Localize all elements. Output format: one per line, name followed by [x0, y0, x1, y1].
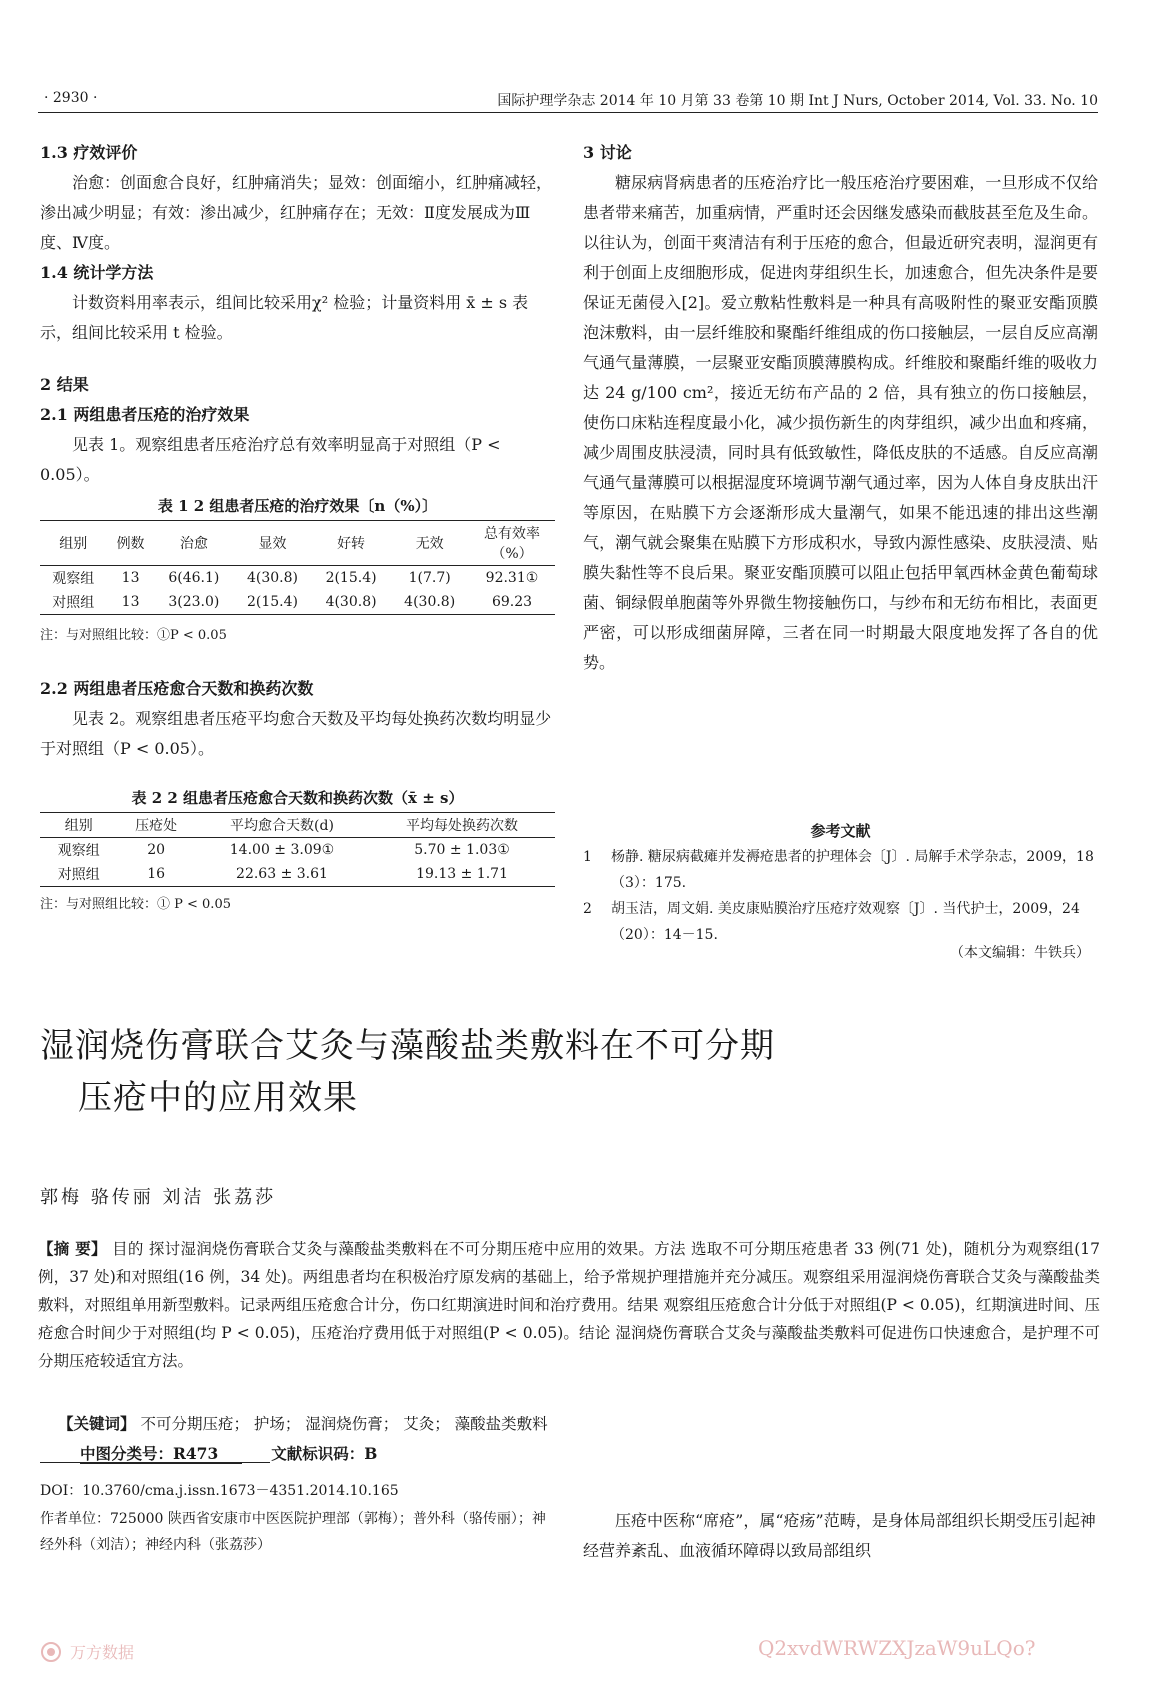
- table-cell: 对照组: [52, 595, 95, 611]
- author-affiliation: 作者单位：725000 陕西省安康市中医医院护理部（郭梅）；普外科（骆传丽）；神经外科（刘洁）；神经内科（张荔莎）: [40, 1511, 546, 1553]
- classification: [80, 1442, 377, 1464]
- table-row: [40, 862, 555, 887]
- table-cell: 6(46.1): [168, 570, 220, 586]
- section-3-title: 3 讨论: [583, 143, 632, 162]
- table-cell: 13: [121, 594, 140, 610]
- section-1-3-text: 治愈：创面愈合良好，红肿痛消失；显效：创面缩小，红肿痛减轻，渗出减少明显；有效：渗出减少，红肿痛存在；无效：Ⅱ度发展成为Ⅲ度、Ⅳ度。: [40, 173, 553, 252]
- table-row: [40, 838, 555, 863]
- section-2-1-text: 见表 1。观察组患者压疮治疗总有效率明显高于对照组（P < 0.05）。: [40, 435, 501, 484]
- abstract-text: 目的 探讨湿润烧伤膏联合艾灸与藻酸盐类敷料在不可分期压疮中应用的效果。方法 选取不可分期压疮患者 33 例(71 处)，随机分为观察组(17 例，37 处)和对照组(16 例，34 处)。两组患者均在积极治疗原发病的基础上，给予常规护理措施并充分减压。观察组采用湿润烧伤膏联合艾灸与藻酸盐类敷料，对照组单用新型敷料。记录两组压疮愈合计分，伤口红期演进时间和治疗费用。结果 观察组压疮愈合计分低于对照组(P < 0.05)，红期演进时间、压疮愈合时间少于对照组(均 P < 0.05)，压疮治疗费用低于对照组(P < 0.05)。结论 湿润烧伤膏联合艾灸与藻酸盐类敷料可促进伤口快速愈合，是护理不可分期压疮较适宜方法。: [38, 1240, 1100, 1370]
- table-2: [40, 812, 555, 887]
- article-title-line-1: 湿润烧伤膏联合艾灸与藻酸盐类敷料在不可分期: [40, 1026, 775, 1066]
- editor-note: （本文编辑：牛铁兵）: [950, 945, 1090, 961]
- reference-text: 胡玉洁，周文娟. 美皮康贴膜治疗压疮疗效观察〔J〕. 当代护士，2009，24（20）：14－15.: [611, 901, 1080, 943]
- footnote-rule: [40, 1462, 270, 1463]
- table-cell: 观察组: [57, 843, 100, 859]
- table-cell: 4(30.8): [246, 570, 298, 586]
- t1-col-total-rate: 总有效率（%）: [484, 526, 540, 562]
- section-2-1-title: 2.1 两组患者压疮的治疗效果: [40, 405, 250, 424]
- keywords-text: 不可分期压疮； 护场； 湿润烧伤膏； 艾灸； 藻酸盐类敷料: [140, 1415, 548, 1433]
- section-3-text: 糖尿病肾病患者的压疮治疗比一般压疮治疗要困难，一旦形成不仅给患者带来痛苦，加重病情，严重时还会因继发感染而截肢甚至危及生命。以往认为，创面干爽清洁有利于压疮的愈合，但最近研究表明，湿润更有利于创面上皮细胞形成，促进肉芽组织生长，加速愈合，但先决条件是要保证无菌侵入[2]。爱立敷粘性敷料是一种具有高吸附性的聚亚安酯顶膜泡沫敷料，由一层纤维胶和聚酯纤维组成的伤口接触层，一层自反应高潮气通气量薄膜，一层聚亚安酯顶膜薄膜构成。纤维胶和聚酯纤维的吸收力达 24 g/100 cm²，接近无纺布产品的 2 倍，具有独立的伤口接触层，使伤口床粘连程度最小化，减少损伤新生的肉芽组织，减少出血和疼痛，减少周围皮肤浸渍，同时具有低致敏性，降低皮肤的不适感。自反应高潮气通气量薄膜可以根据湿度环境调节潮气通过率，因为人体自身皮肤出汗等原因，在贴膜下方会逐渐形成大量潮气，如果不能迅速的排出这些潮气，潮气就会聚集在贴膜下方形成积水，导致内源性感染、皮肤浸渍、贴膜失黏性等不良后果。聚亚安酯顶膜可以阻止包括甲氧西林金黄色葡萄球菌、铜绿假单胞菌等外界微生物接触伤口，与纱布和无纺布相比，表面更严密，可以形成细菌屏障，三者在同一时期最大限度地发挥了各自的优势。: [583, 173, 1098, 672]
- table-cell: 4(30.8): [325, 594, 377, 610]
- section-2-2-text: 见表 2。观察组患者压疮平均愈合天数及平均每处换药次数均明显少于对照组（P < 0.05）。: [40, 709, 552, 758]
- reference-item: [583, 844, 1098, 896]
- section-1-3-title: 1.3 疗效评价: [40, 143, 138, 162]
- wanfang-watermark-text: 万方数据: [70, 1643, 135, 1662]
- section-1-4-title: 1.4 统计学方法: [40, 263, 154, 282]
- t1-col-count: 例数: [116, 536, 145, 552]
- t1-col-group: 组别: [59, 536, 88, 552]
- clc-number: 中图分类号：R473: [80, 1444, 242, 1464]
- document-code: 文献标识码：B: [271, 1444, 378, 1463]
- table-cell: 3(23.0): [168, 594, 220, 610]
- table-2-caption: 表 2 2 组患者压疮愈合天数和换药次数（x̄ ± s）: [131, 789, 464, 807]
- right-column: [583, 138, 1098, 678]
- table-cell: 2(15.4): [325, 570, 377, 586]
- table-1: [40, 520, 555, 615]
- section-1-4-text: 计数资料用率表示，组间比较采用χ² 检验；计量资料用 x̄ ± s 表示，组间比较采用 t 检验。: [40, 293, 529, 342]
- t1-col-invalid: 无效: [415, 536, 444, 552]
- section-2-2: [40, 674, 555, 764]
- keywords: [58, 1412, 548, 1434]
- doi: DOI：10.3760/cma.j.issn.1673－4351.2014.10.165: [40, 1483, 399, 1499]
- wanfang-logo-icon: [40, 1641, 62, 1663]
- t2-col-group: 组别: [64, 818, 93, 834]
- table-2-note: 注：与对照组比较：① P < 0.05: [40, 897, 231, 912]
- table-cell: 92.31①: [485, 570, 539, 586]
- authors: 郭梅 骆传丽 刘洁 张荔莎: [40, 1187, 277, 1208]
- table-cell: 2(15.4): [246, 594, 298, 610]
- table-cell: 14.00 ± 3.09①: [229, 842, 335, 858]
- section-2-title: 2 结果: [40, 375, 89, 394]
- t1-col-marked: 显效: [258, 536, 287, 552]
- table-cell: 16: [147, 866, 166, 882]
- t2-col-days: 平均愈合天数(d): [230, 818, 334, 834]
- table-cell: 1(7.7): [408, 570, 451, 586]
- running-header: 国际护理学杂志 2014 年 10 月第 33 卷第 10 期 Int J Nurs, October 2014, Vol. 33. No. 10: [497, 93, 1098, 109]
- table-cell: 69.23: [491, 594, 533, 610]
- keywords-label: 【关键词】: [58, 1414, 136, 1433]
- table-cell: 观察组: [52, 571, 95, 587]
- table-cell: 对照组: [57, 867, 100, 883]
- t2-col-changes: 平均每处换药次数: [406, 818, 519, 834]
- t1-col-cured: 治愈: [179, 536, 208, 552]
- table-row: [40, 590, 555, 615]
- table-cell: 19.13 ± 1.71: [416, 866, 508, 882]
- left-column: [40, 138, 555, 490]
- abstract-label: 【摘 要】: [38, 1239, 107, 1258]
- references-title: 参考文献: [810, 822, 871, 840]
- section-2-2-title: 2.2 两组患者压疮愈合天数和换药次数: [40, 679, 314, 698]
- reference-number: 2: [583, 901, 592, 917]
- article-title-line-2: 压疮中的应用效果: [78, 1078, 358, 1118]
- table-cell: 20: [147, 842, 166, 858]
- table-cell: 4(30.8): [404, 594, 456, 610]
- table-cell: 22.63 ± 3.61: [236, 866, 328, 882]
- table-row: [40, 566, 555, 591]
- table-1-caption: 表 1 2 组患者压疮的治疗效果〔n（%）〕: [157, 497, 438, 515]
- right-watermark: Q2xvdWRWZXJzaW9uLQo?: [758, 1636, 1036, 1660]
- table-cell: 5.70 ± 1.03①: [414, 842, 510, 858]
- table-cell: 13: [121, 570, 140, 586]
- wanfang-watermark: [40, 1640, 134, 1663]
- intro-text: 压疮中医称“席疮”，属“疮疡”范畴，是身体局部组织长期受压引起神经营养紊乱、血液循环障碍以致局部组织: [583, 1511, 1096, 1560]
- page-number: · 2930 ·: [44, 90, 98, 106]
- reference-item: [583, 896, 1098, 948]
- table-1-note: 注：与对照组比较：①P < 0.05: [40, 628, 227, 643]
- t1-col-improved: 好转: [337, 536, 366, 552]
- abstract: [38, 1235, 1100, 1375]
- t2-col-sites: 压疮处: [135, 818, 178, 834]
- reference-text: 杨静. 糖尿病截瘫并发褥疮患者的护理体会〔J〕. 局解手术学杂志，2009，18（3）：175.: [611, 849, 1094, 891]
- header-rule: [38, 112, 1098, 113]
- references-list: [583, 844, 1098, 948]
- reference-number: 1: [583, 849, 592, 865]
